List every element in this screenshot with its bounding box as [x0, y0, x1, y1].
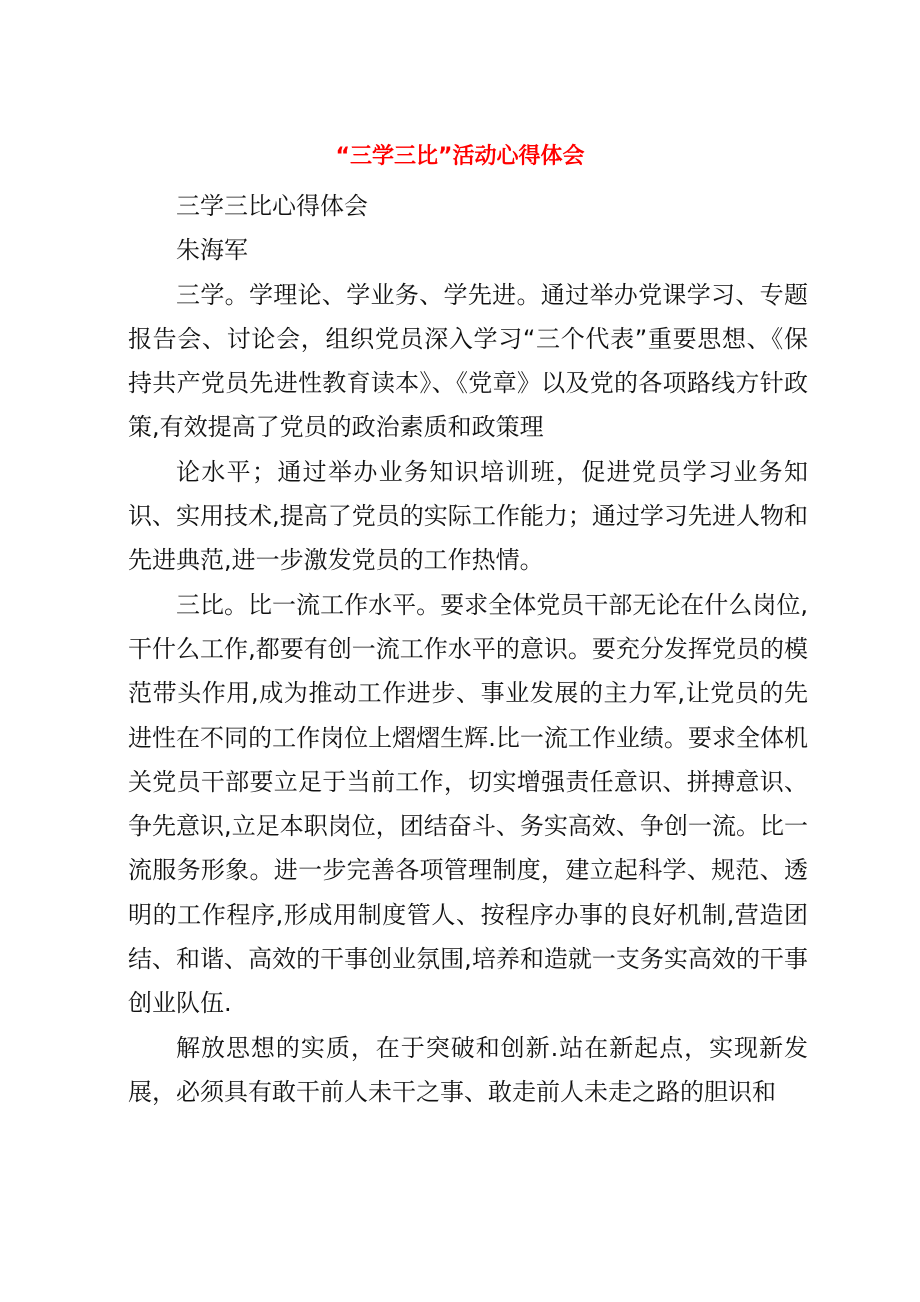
paragraph-three-learnings: 三学。学理论、学业务、学先进。通过举办党课学习、专题报告会、讨论会，组织党员深入学习“三个代表”重要思想、《保持共产党员先进性教育读本》、《党章》以及党的各项路线方针政策,有效提高了党员的政治素质和政策理 [128, 280, 808, 442]
paragraph-theory-level: 论水平；通过举办业务知识培训班，促进党员学习业务知识、实用技术,提高了党员的实际工作能力；通过学习先进人物和先进典范,进一步激发党员的工作热情。 [128, 457, 808, 575]
paragraph-emancipating-mind: 解放思想的实质，在于突破和创新.站在新起点，实现新发展，必须具有敢干前人未干之事、敢走前人未走之路的胆识和 [128, 1033, 808, 1106]
author-name: 朱海军 [176, 236, 248, 265]
document-body [128, 184, 808, 1114]
subtitle: 三学三比心得体会 [176, 192, 368, 220]
document-title: “三学三比”活动心得体会 [335, 144, 585, 169]
paragraph-three-comparisons: 三比。比一流工作水平。要求全体党员干部无论在什么岗位,干什么工作,都要有创一流工作水平的意识。要充分发挥党员的模范带头作用,成为推动工作进步、事业发展的主力军,让党员的先进性在不同的工作岗位上熠熠生辉.比一流工作业绩。要求全体机关党员干部要立足于当前工作，切实增强责任意识、拼搏意识、争先意识,立足本职岗位，团结奋斗、务实高效、争创一流。比一流服务形象。进一步完善各项管理制度，建立起科学、规范、透明的工作程序,形成用制度管人、按程序办事的良好机制,营造团结、和谐、高效的干事创业氛围,培养和造就一支务实高效的干事创业队伍. [128, 590, 808, 1018]
